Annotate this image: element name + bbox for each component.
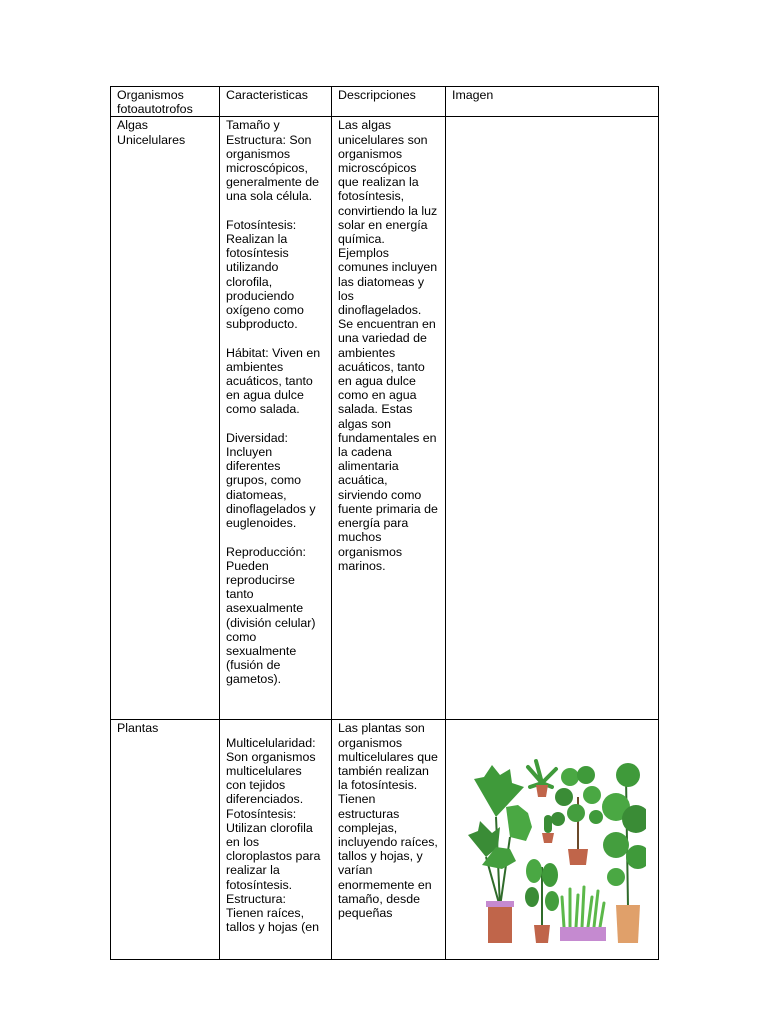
description-cell: Las algas unicelulares son organismos microscópicos que realizan la fotosíntesis, convirtiendo la luz solar en energía química. Ejemplos comunes incluyen las diatomeas y los dinoflagelados. Se encuentran en una variedad de ambientes acuáticos, tanto en agua dulce como en agua salada. Estas algas son fundamentales en la cadena alimentaria acuática, sirviendo como fuente primaria de energía para muchos organismos marinos. bbox=[332, 117, 446, 720]
table-header-row bbox=[111, 87, 659, 117]
leafy-plant bbox=[525, 859, 559, 943]
characteristics-cell: Multicelularidad: Son organismos multicelulares con tejidos diferenciados. Fotosíntesis: Utilizan clorofila en los cloroplastos para realizar la fotosíntesis. Estructura: Tienen raíces, tallos y hojas (en bbox=[220, 720, 332, 959]
table-row bbox=[111, 117, 659, 720]
table-row bbox=[111, 720, 659, 959]
characteristics-cell: Tamaño y Estructura: Son organismos microscópicos, generalmente de una sola célula. Fotosíntesis: Realizan la fotosíntesis utilizando clorofila, produciendo oxígeno como subproducto. Hábitat: Viven en ambientes acuáticos, tanto en agua dulce como salada. Diversidad: Incluyen diferentes grupos, como diatomeas, dinoflagelados y euglenoides. Reproducción: Pueden reproducirse tanto asexualmente (división celular) como sexualmente (fusión de gametos). bbox=[220, 117, 332, 720]
header-organisms: Organismos fotoautotrofos bbox=[111, 87, 220, 117]
fan-palm-plant bbox=[468, 765, 532, 943]
money-tree-plant bbox=[551, 766, 603, 865]
image-cell bbox=[446, 720, 659, 959]
image-cell-empty bbox=[446, 117, 659, 720]
monstera-plant bbox=[602, 763, 646, 943]
header-descriptions: Descripciones bbox=[332, 87, 446, 117]
description-cell: Las plantas son organismos multicelulares que también realizan la fotosíntesis. Tienen estructuras complejas, incluyendo raíces, tallos y hojas, y varían enormemente en tamaño, desde pequeñas bbox=[332, 720, 446, 959]
organisms-table bbox=[110, 86, 659, 960]
organism-name: Algas Unicelulares bbox=[111, 117, 220, 720]
potted-plants-illustration bbox=[466, 757, 646, 945]
organism-name: Plantas bbox=[111, 720, 220, 959]
small-leafy-plant bbox=[528, 761, 556, 797]
header-image: Imagen bbox=[446, 87, 659, 117]
grass-planter bbox=[560, 887, 606, 941]
header-characteristics: Caracteristicas bbox=[220, 87, 332, 117]
